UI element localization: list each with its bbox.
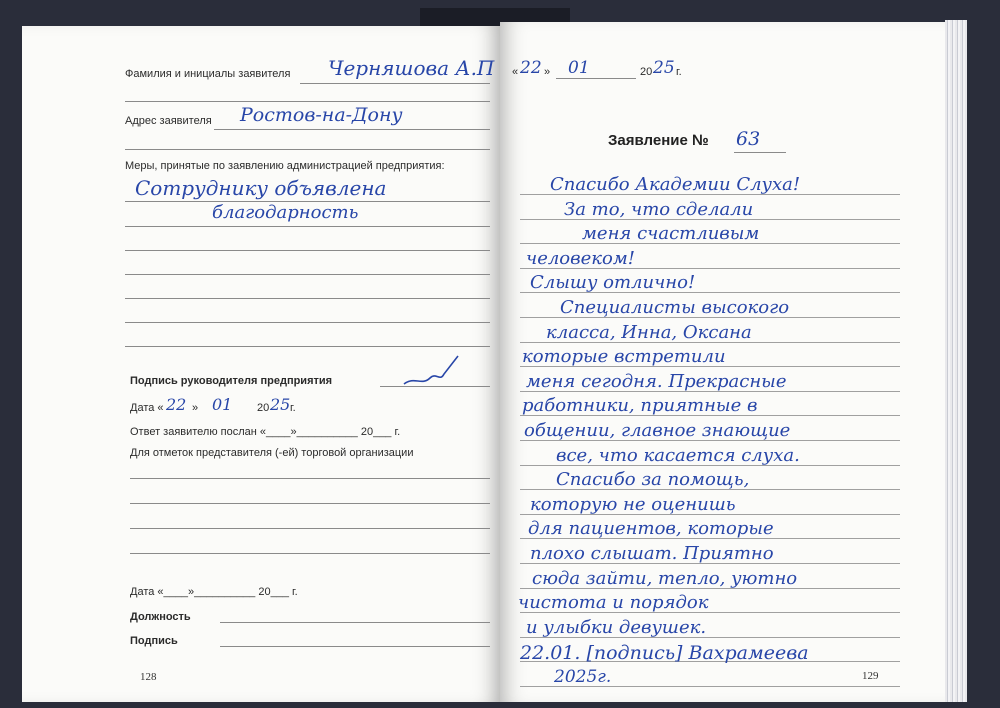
statement-body-line: общении, главное знающие xyxy=(524,420,791,441)
field-line xyxy=(125,226,490,227)
statement-body-line: и улыбки девушек. xyxy=(526,616,707,638)
field-line xyxy=(125,274,490,275)
signature-label: Подпись xyxy=(130,635,178,647)
statement-number: 63 xyxy=(736,128,761,150)
field-line xyxy=(734,152,786,153)
date-day: 22 xyxy=(166,395,187,414)
statement-title: Заявление № xyxy=(608,132,709,149)
closing-year: 2025г. xyxy=(554,667,612,687)
date-year-prefix: 20 xyxy=(257,402,270,414)
manager-signature-label: Подпись руководителя предприятия xyxy=(130,375,333,387)
date2-label: Дата «____»__________ 20___ г. xyxy=(130,586,298,598)
field-line xyxy=(125,298,490,299)
statement-body-line: Спасибо за помощь, xyxy=(556,469,750,491)
statement-body-line: для пациентов, которые xyxy=(528,518,774,540)
field-line xyxy=(125,346,490,347)
date-mid: » xyxy=(192,402,199,414)
date-prefix: Дата « xyxy=(130,402,164,414)
statement-body-line: все, что касается слуха. xyxy=(556,444,800,466)
measures-line-1: Сотруднику объявлена xyxy=(135,176,387,200)
address-label: Адрес заявителя xyxy=(125,115,212,127)
statement-body-line: работники, приятные в xyxy=(522,395,758,417)
position-label: Должность xyxy=(130,611,191,623)
field-line xyxy=(130,503,490,504)
statement-body-line: Специалисты высокого xyxy=(560,297,790,318)
address-value: Ростов-на-Дону xyxy=(240,104,403,126)
left-page xyxy=(22,26,500,702)
statement-body-line: За то, что сделали xyxy=(564,198,754,220)
field-line xyxy=(300,83,490,84)
field-line xyxy=(130,528,490,529)
field-line xyxy=(130,553,490,554)
field-line xyxy=(220,622,490,623)
field-line xyxy=(125,149,490,150)
statement-body-line: которые встретили xyxy=(522,346,726,368)
field-line xyxy=(220,646,490,647)
field-line xyxy=(125,201,490,202)
applicant-name-label: Фамилия и инициалы заявителя xyxy=(125,68,291,80)
field-line xyxy=(125,250,490,251)
date-month: 01 xyxy=(568,58,590,78)
date-year-prefix: 20 xyxy=(640,66,653,78)
statement-body-line: класса, Инна, Оксана xyxy=(546,321,752,343)
statement-body-line: меня сегодня. Прекрасные xyxy=(526,370,787,392)
date-year-suffix: 25 xyxy=(270,395,291,414)
applicant-name-value: Черняшова А.П xyxy=(328,56,495,80)
manager-signature xyxy=(400,352,470,392)
statement-body-line: чистота и порядок xyxy=(518,592,709,614)
measures-line-2: благодарность xyxy=(212,202,359,223)
date-close: » xyxy=(544,66,551,78)
field-line xyxy=(125,101,490,102)
field-line xyxy=(556,78,636,79)
date-month: 01 xyxy=(212,395,233,414)
field-line xyxy=(214,129,490,130)
page-edges xyxy=(945,20,967,702)
statement-body-line: Слышу отлично! xyxy=(530,272,696,294)
statement-body-line: человеком! xyxy=(526,247,636,269)
page-number-right: 129 xyxy=(862,670,879,682)
closing-line: 22.01. [подпись] Вахрамеева xyxy=(520,642,809,664)
statement-body-line: меня счастливым xyxy=(582,223,760,245)
date-day: 22 xyxy=(520,58,542,78)
statement-body-line: Спасибо Академии Слуха! xyxy=(550,174,801,195)
measures-label: Меры, принятые по заявлению администрацией предприятия: xyxy=(125,160,445,172)
statement-body-line: плохо слышат. Приятно xyxy=(530,543,774,564)
field-line xyxy=(130,478,490,479)
date-open: « xyxy=(512,66,519,78)
statement-body-line: сюда зайти, тепло, уютно xyxy=(532,567,798,589)
right-page xyxy=(500,22,945,702)
reply-label: Ответ заявителю послан «____»__________ 20___ г. xyxy=(130,426,401,438)
date-suffix: г. xyxy=(290,402,296,414)
rep-label: Для отметок представителя (-ей) торговой организации xyxy=(130,447,414,459)
field-line xyxy=(125,322,490,323)
date-year-suffix: 25 xyxy=(653,58,675,78)
page-number-left: 128 xyxy=(140,671,157,683)
date-suffix: г. xyxy=(676,66,682,78)
statement-body-line: которую не оценишь xyxy=(530,493,736,515)
